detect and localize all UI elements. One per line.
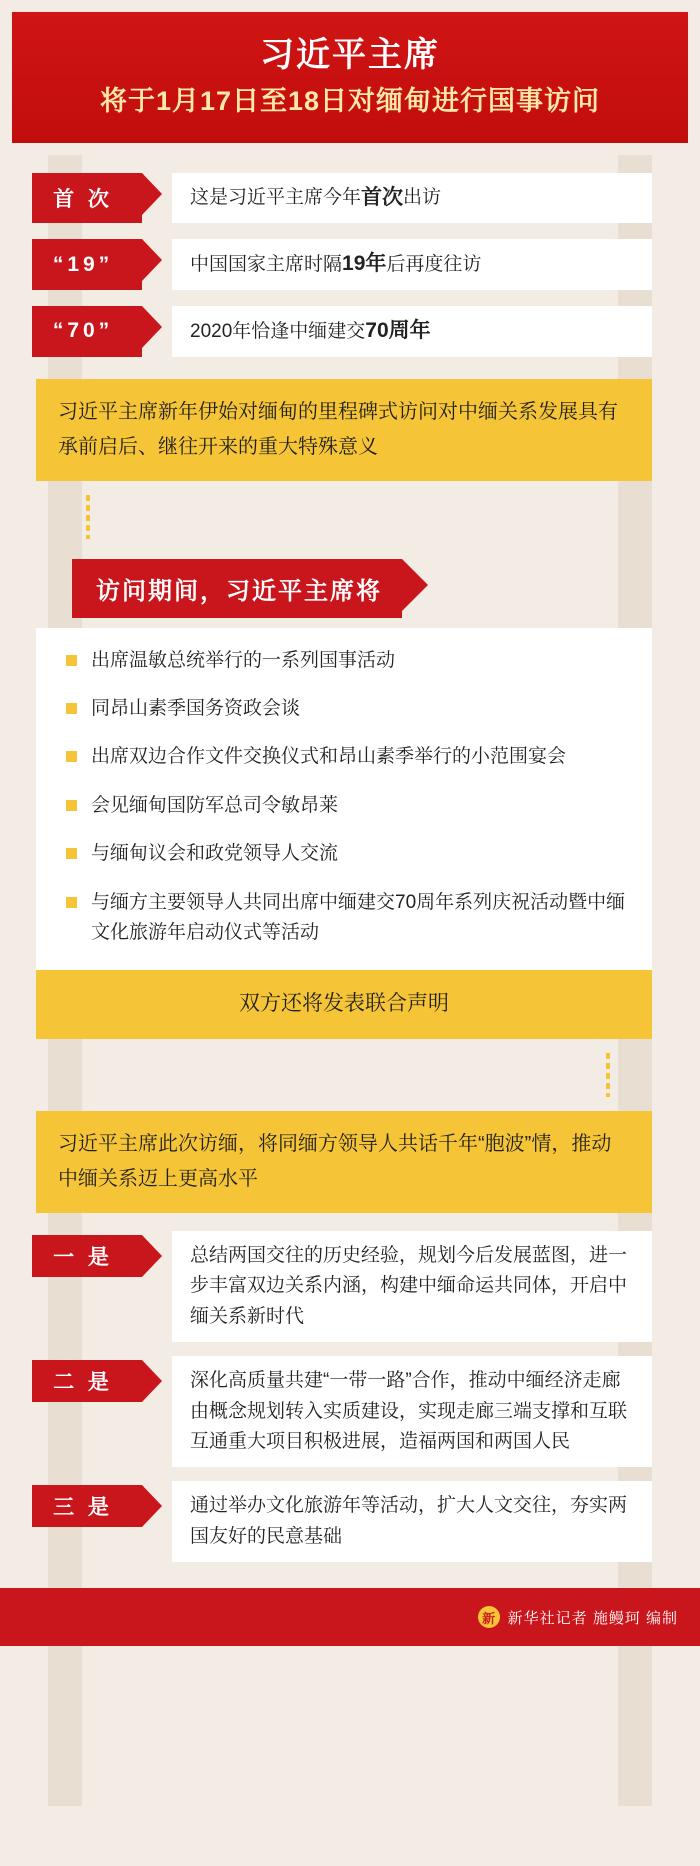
xinhua-logo-icon: 新 (478, 1606, 500, 1628)
point-text: 总结两国交往的历史经验，规划今后发展蓝图，进一步丰富双边关系内涵，构建中缅命运共同体，开启中缅关系新时代 (172, 1231, 652, 1342)
visit-banner-wrap (0, 553, 700, 618)
square-bullet-icon (66, 751, 77, 762)
fact-row (0, 239, 700, 290)
fact-text (172, 173, 652, 224)
list-item (60, 791, 628, 821)
fact-row (0, 306, 700, 357)
point-tag: 一 是 (32, 1235, 142, 1277)
point-row (0, 1231, 700, 1342)
joint-statement-box: 双方还将发表联合声明 (36, 970, 652, 1039)
content-area (0, 143, 700, 1562)
page-title-main: 习近平主席 (260, 36, 440, 74)
fact-row (0, 173, 700, 224)
spacer (0, 1213, 700, 1231)
dotted-connector-right (606, 1053, 610, 1097)
fact-text-bold: 70周年 (365, 319, 431, 343)
activities-panel (36, 628, 652, 971)
list-item (60, 742, 628, 772)
fact-text-before: 中国国家主席时隔 (190, 254, 343, 276)
list-item (60, 646, 628, 676)
footer-bar (0, 1588, 700, 1646)
fact-text-before: 2020年恰逢中缅建交 (190, 320, 366, 342)
square-bullet-icon (66, 800, 77, 811)
point-text: 深化高质量共建“一带一路”合作，推动中缅经济走廊由概念规划转入实质建设，实现走廊三端支撑和互联互通重大项目积极进展，造福两国和两国人民 (172, 1356, 652, 1467)
point-row (0, 1481, 700, 1562)
highlight-box-1: 习近平主席新年伊始对缅甸的里程碑式访问对中缅关系发展具有承前启后、继往开来的重大特殊意义 (36, 379, 652, 481)
square-bullet-icon (66, 848, 77, 859)
fact-text-bold: 19年 (342, 252, 387, 276)
footer-credit: 新华社记者 施鳗珂 编制 (507, 1609, 678, 1627)
fact-text (172, 306, 652, 357)
list-item-label: 会见缅甸国防军总司令敏昂莱 (91, 794, 339, 816)
header-banner (12, 12, 688, 143)
fact-tag: “70” (32, 306, 142, 357)
fact-tag: 首 次 (32, 173, 142, 224)
footer-credit-group (478, 1606, 678, 1628)
list-item-label: 与缅方主要领导人共同出席中缅建交70周年系列庆祝活动暨中缅文化旅游年启动仪式等活动 (91, 891, 626, 943)
highlight-box-2: 习近平主席此次访缅，将同缅方领导人共话千年“胞波”情，推动中缅关系迈上更高水平 (36, 1111, 652, 1213)
list-item (60, 888, 628, 949)
fact-text-bold: 首次 (361, 185, 404, 209)
point-row (0, 1356, 700, 1467)
square-bullet-icon (66, 703, 77, 714)
list-item-label: 与缅甸议会和政党领导人交流 (91, 843, 339, 865)
fact-text (172, 239, 652, 290)
list-item-label: 出席温敏总统举行的一系列国事活动 (91, 649, 396, 671)
list-item (60, 839, 628, 869)
square-bullet-icon (66, 897, 77, 908)
point-tag: 三 是 (32, 1485, 142, 1527)
visit-banner: 访问期间，习近平主席将 (72, 559, 402, 618)
fact-tag: “19” (32, 239, 142, 290)
list-item-label: 出席双边合作文件交换仪式和昂山素季举行的小范围宴会 (91, 746, 567, 768)
list-item (60, 694, 628, 724)
list-item-label: 同昂山素季国务资政会谈 (91, 697, 301, 719)
square-bullet-icon (66, 655, 77, 666)
dotted-connector (86, 495, 90, 539)
fact-text-after: 出访 (403, 187, 442, 209)
fact-text-after: 后再度往访 (386, 254, 482, 276)
page-title-sub: 将于1月17日至18日对缅甸进行国事访问 (99, 85, 601, 116)
point-text: 通过举办文化旅游年等活动，扩大人文交往，夯实两国友好的民意基础 (172, 1481, 652, 1562)
point-tag: 二 是 (32, 1360, 142, 1402)
fact-text-before: 这是习近平主席今年 (190, 187, 362, 209)
